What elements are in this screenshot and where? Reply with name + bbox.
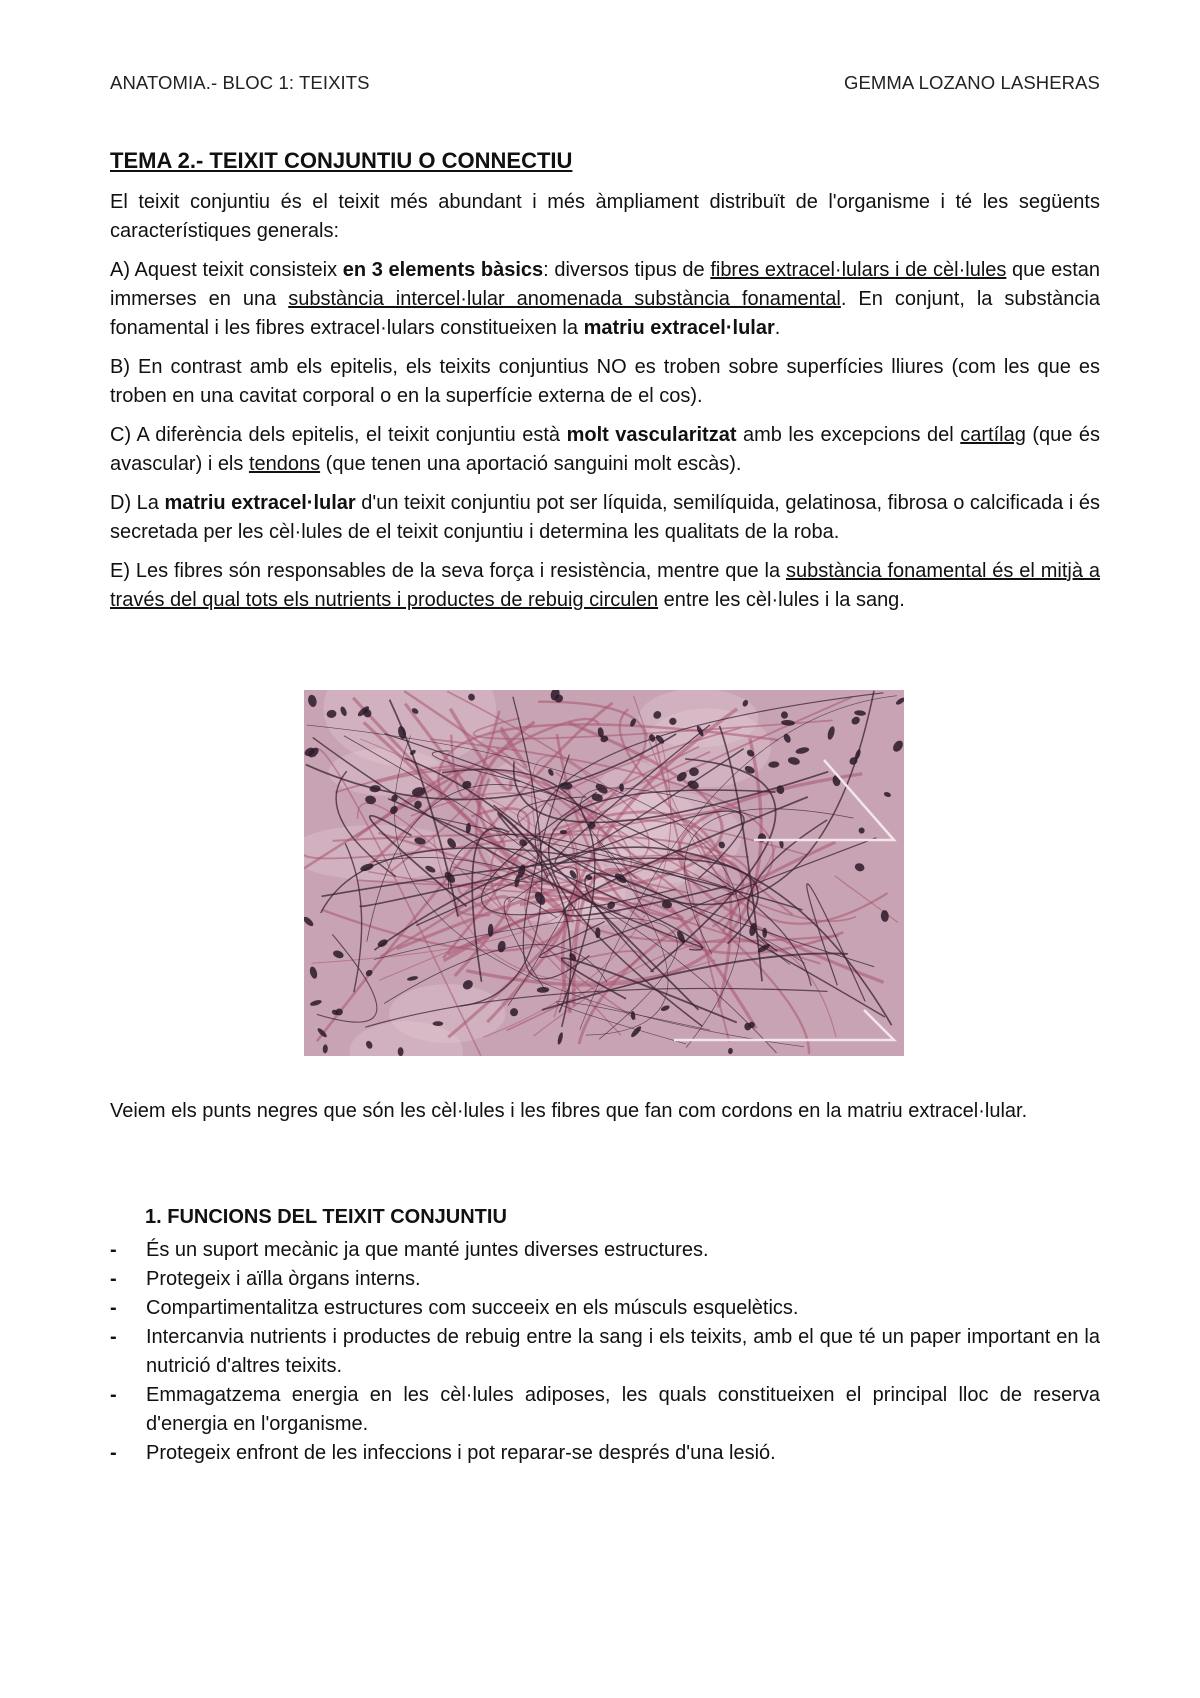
point-a-underline-2: substància intercel·lular anomenada substància fonamental (288, 288, 841, 310)
point-a-text-1: A) Aquest teixit consisteix (110, 259, 343, 281)
point-e-text-2: entre les cèl·lules i la sang. (658, 589, 905, 611)
function-list-item (110, 1294, 1100, 1323)
list-bullet: - (110, 1384, 117, 1406)
micrograph-drawing (304, 690, 904, 1056)
point-a-text-3: que estan immerses en una (110, 259, 1101, 310)
function-item-text: Protegeix i aïlla òrgans interns. (146, 1268, 421, 1290)
document-body (110, 188, 1100, 625)
point-c-text-1: C) A diferència dels epitelis, el teixit conjuntiu està (110, 424, 567, 446)
point-c-text-3: (que és avascular) i els (110, 424, 1101, 475)
function-list-item (110, 1439, 1100, 1468)
function-item-text: Compartimentalitza estructures com succeeix en els músculs esquelètics. (146, 1297, 799, 1319)
point-a-bold-2: matriu extracel·lular (583, 317, 775, 339)
header-course: ANATOMIA.- BLOC 1: TEIXITS (110, 72, 370, 93)
list-bullet: - (110, 1442, 117, 1464)
header-author: GEMMA LOZANO LASHERAS (843, 72, 1100, 93)
point-c-underline-2: tendons (248, 453, 321, 475)
point-a-text-5: . (774, 317, 781, 339)
point-a-paragraph (110, 256, 1100, 343)
intro-paragraph: El teixit conjuntiu és el teixit més abundant i més àmpliament distribuït de l'organisme i té les següents característiques generals: (110, 191, 1100, 242)
point-c-bold-1: molt vascularitzat (566, 424, 737, 446)
point-c-paragraph (110, 421, 1100, 479)
function-item-text: Protegeix enfront de les infeccions i pot reparar-se després d'una lesió. (146, 1442, 776, 1464)
functions-list (110, 1236, 1100, 1468)
function-list-item (110, 1323, 1100, 1381)
function-list-item (110, 1236, 1100, 1265)
point-a-text-4: . En conjunt, la substància fonamental i les fibres extracel·lulars constitueixen la (110, 288, 1100, 339)
point-d-bold-1: matriu extracel·lular (164, 492, 356, 514)
list-bullet: - (110, 1297, 117, 1319)
light-patch (389, 984, 505, 1043)
micrograph-caption: Veiem els punts negres que són les cèl·lules i les fibres que fan com cordons en la matriu extracel·lular. (110, 1100, 1028, 1122)
point-e-paragraph (110, 557, 1100, 615)
point-c-text-2: amb les excepcions del (736, 424, 961, 446)
page-title: TEMA 2.- TEIXIT CONJUNTIU O CONNECTIU (110, 148, 573, 173)
point-d-paragraph (110, 489, 1100, 547)
point-e-text-1: E) Les fibres són responsables de la seva força i resistència, mentre que la (110, 560, 786, 582)
point-a-text-2: : diversos tipus de (543, 259, 711, 281)
function-item-text: Emmagatzema energia en les cèl·lules adiposes, les quals constitueixen el principal lloc de reserva d'energia en l'organisme. (146, 1384, 1100, 1435)
point-a-bold-1: en 3 elements bàsics (342, 259, 544, 281)
point-b-paragraph: B) En contrast amb els epitelis, els teixits conjuntius NO es troben sobre superfícies lliures (com les que es troben en una cavitat corporal o en la superfície externa de el cos). (110, 356, 1100, 407)
point-d-text-2: d'un teixit conjuntiu pot ser líquida, semilíquida, gelatinosa, fibrosa o calcificada i és secretada per les cèl·lules de el teixit conjuntiu i determina les qualitats de la roba. (110, 492, 1100, 543)
function-item-text: Intercanvia nutrients i productes de rebuig entre la sang i els teixits, amb el que té un paper important en la nutrició d'altres teixits. (146, 1326, 1100, 1377)
point-c-text-4: (que tenen una aportació sanguini molt escàs). (320, 453, 742, 475)
function-list-item (110, 1265, 1100, 1294)
function-item-text: És un suport mecànic ja que manté juntes diverses estructures. (146, 1239, 709, 1261)
function-list-item (110, 1381, 1100, 1439)
connective-tissue-micrograph (304, 690, 904, 1056)
cell-nucleus (433, 1021, 444, 1026)
point-e-underline-1: substància fonamental és el mitjà a través del qual tots els nutrients i productes de rebuig circulen (110, 560, 1100, 611)
point-d-text-1: D) La (110, 492, 165, 514)
point-a-underline-1: fibres extracel·lulars i de cèl·lules (710, 259, 1007, 281)
list-bullet: - (110, 1326, 117, 1348)
list-bullet: - (110, 1268, 117, 1290)
cell-nucleus (762, 928, 767, 938)
list-bullet: - (110, 1239, 117, 1261)
section-heading-functions: 1. FUNCIONS DEL TEIXIT CONJUNTIU (145, 1206, 507, 1228)
point-c-underline-1: cartílag (960, 424, 1026, 446)
